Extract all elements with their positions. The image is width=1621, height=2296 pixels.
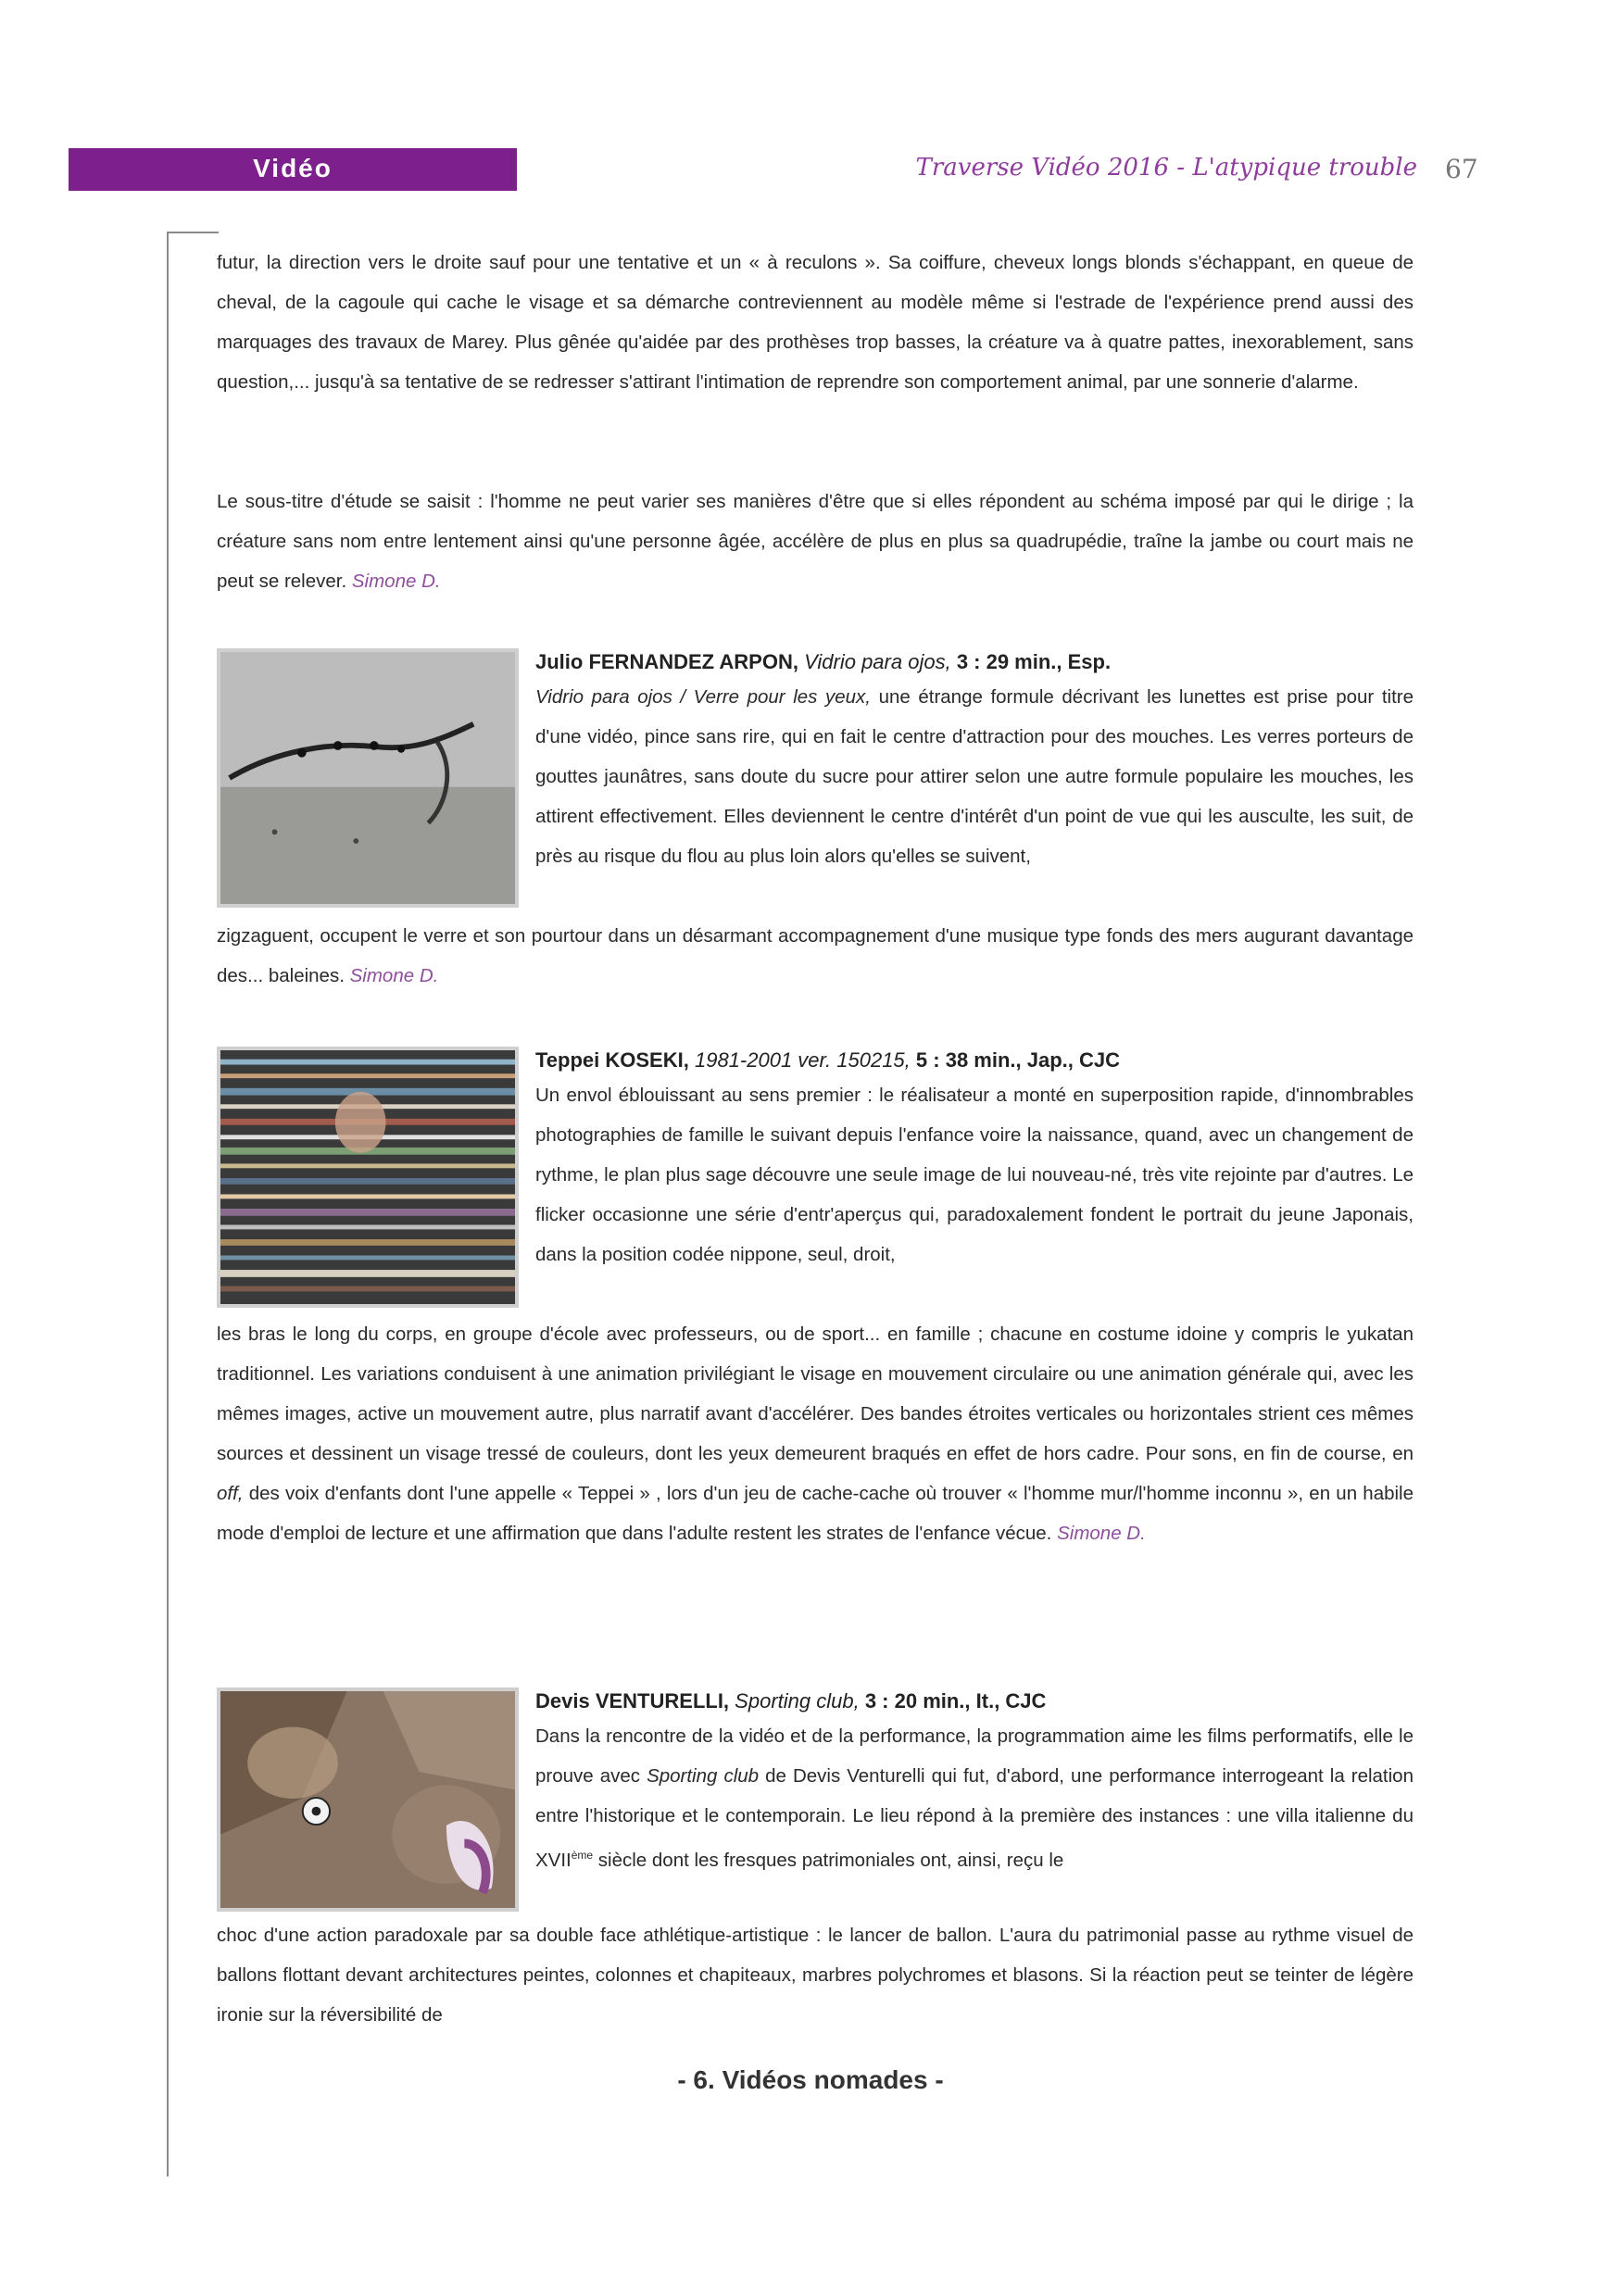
entry-text: Dans la rencontre de la vidéo et de la performance, la programmation aime les films performatifs, elle le prouve avec Sporting club de Devis Venturelli qui fut, d'abord, une performance interrogeant la relation entre l'historique et le contemporain. Le lieu répond à la première des instances : une villa italienne du XVIIème siècle dont les fresques patrimoniales ont, ainsi, reçu le: [535, 1725, 1414, 1871]
running-title: Traverse Vidéo 2016 - L'atypique trouble: [915, 154, 1417, 182]
still-image-1981-2001: [217, 1047, 519, 1308]
entry-title: Teppei KOSEKI, 1981-2001 ver. 150215, 5 : 38 min., Jap., CJC: [535, 1048, 1120, 1072]
page-number: 67: [1445, 154, 1478, 184]
entry-text-continued: zigzaguent, occupent le verre et son pourtour dans un désarmant accompagnement d'une musique type fonds des mers augurant davantage des... baleines. Simone D.: [217, 925, 1414, 986]
entry-text-continued: choc d'une action paradoxale par sa double face athlétique-artistique : le lancer de ballon. L'aura du patrimonial passe au rythme visuel de ballons flottant devant architectures peintes, colonnes et chapiteaux, marbres polychromes et blasons. Si la réaction peut se teinter de légère ironie sur la réversibilité de: [217, 1925, 1414, 2026]
entry-title: Julio FERNANDEZ ARPON, Vidrio para ojos, 3 : 29 min., Esp.: [535, 650, 1112, 673]
still-image-sporting-club: [217, 1687, 519, 1912]
section-band: [69, 148, 517, 191]
margin-rule: [167, 232, 169, 2177]
intro-paragraph-2: Le sous-titre d'étude se saisit : l'homme ne peut varier ses manières d'être que si elles répondent au schéma imposé par qui le dirige ; la créature sans nom entre lentement ainsi qu'une personne âgée, accélère de plus en plus sa quadrupédie, traîne la jambe ou court mais ne peut se relever. Simone D.: [217, 491, 1414, 592]
intro-paragraph-1: futur, la direction vers le droite sauf pour une tentative et un « à reculons ». Sa coiffure, cheveux longs blonds s'échappant, en queue de cheval, de la cagoule qui cache le visage et sa démarche contreviennent au modèle même si l'estrade de l'expérience prend aussi des marquages des travaux de Marey. Plus gênée qu'aidée par des prothèses trop basses, la créature va à quatre pattes, inexorablement, sans question,... jusqu'à sa tentative de se redresser s'attirant l'intimation de reprendre son comportement animal, par une sonnerie d'alarme.: [217, 252, 1414, 393]
entry-text-continued: les bras le long du corps, en groupe d'école avec professeurs, ou de sport... en famille ; chacune en costume idoine y compris le yukatan traditionnel. Les variations conduisent à une animation privilégiant le visage en mouvement circulaire ou une animation générale qui, avec les mêmes images, active un mouvement autre, plus narratif avant d'accélérer. Des bandes étroites verticales ou horizontales strient ces mêmes sources et dessinent un visage tressé de couleurs, dont les yeux demeurent braqués en effet de hors cadre. Pour sons, en fin de course, en off, des voix d'enfants dont l'une appelle « Teppei » , lors d'un jeu de cache-cache où trouver « l'homme mur/l'homme inconnu », en un habile mode d'emploi de lecture et une affirmation que dans l'adulte restent les strates de l'enfance vécue. Simone D.: [217, 1324, 1414, 1544]
signature: Simone D.: [349, 965, 439, 986]
entry-text: Vidrio para ojos / Verre pour les yeux, une étrange formule décrivant les lunettes est prise pour titre d'une vidéo, pince sans rire, qui en fait le centre d'attraction pour des mouches. Les verres porteurs de gouttes jaunâtres, sans doute du sucre pour attirer selon une autre formule populaire les mouches, les attirent effectivement. Elles deviennent le centre d'intérêt d'un point de vue qui les ausculte, les suit, de près au risque du flou au plus loin alors qu'elles se suivent,: [535, 686, 1414, 867]
entry-title: Devis VENTURELLI, Sporting club, 3 : 20 min., It., CJC: [535, 1689, 1047, 1713]
signature: Simone D.: [1057, 1523, 1146, 1544]
section-footer: - 6. Vidéos nomades -: [677, 2065, 944, 2094]
still-image-vidrio-para-ojos: [217, 648, 519, 908]
margin-rule-tick: [167, 232, 219, 233]
entry-text: Un envol éblouissant au sens premier : le réalisateur a monté en superposition rapide, d'innombrables photographies de famille le suivant depuis l'enfance voire la naissance, quand, avec un changement de rythme, le plan plus sage découvre une seule image de lui nouveau-né, très vite rejointe par d'autres. Le flicker occasionne une série d'entr'aperçus qui, paradoxalement fondent le portrait du jeune Japonais, dans la position codée nippone, seul, droit,: [535, 1085, 1414, 1265]
section-label: Vidéo: [253, 154, 333, 182]
signature: Simone D.: [351, 571, 441, 592]
